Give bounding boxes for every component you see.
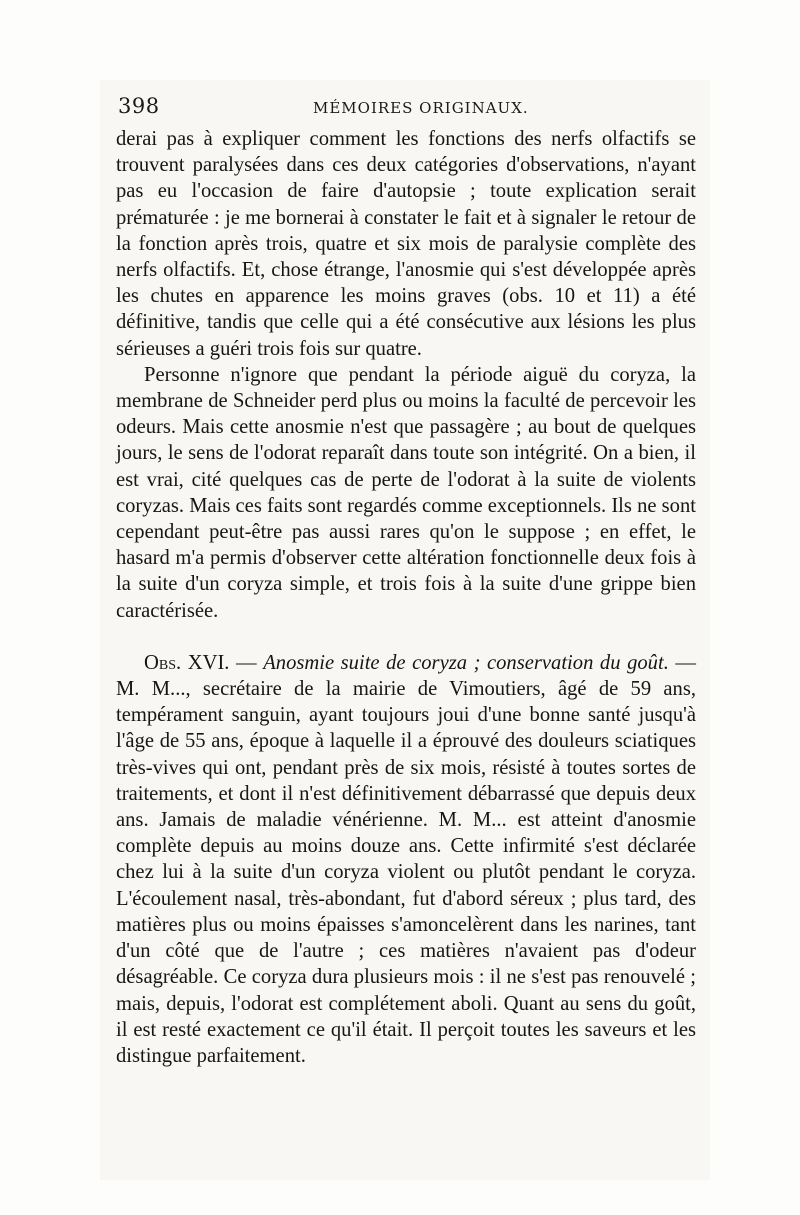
observation-dash-after: — [668, 651, 697, 674]
paragraph-1: derai pas à expliquer comment les fonctions des nerfs olfactifs se trouvent paralysées dans ces deux catégories d'observations, n'ayant pas eu l'occasion de faire d'autopsie ; toute explication serait prématurée : je me bornerai à constater le fait et à signaler le retour de la fonction après trois, quatre et six mois de paralysie complète des nerfs olfactifs. Et, chose étrange, l'anosmie qui s'est développée après les chutes en apparence les moins graves (obs. 10 et 11) a été définitive, tandis que celle qui a été consécutive aux lésions les plus sérieuses a guéri trois fois sur quatre. [116, 128, 696, 360]
paragraph-2: Personne n'ignore que pendant la période aiguë du coryza, la membrane de Schneider perd plus ou moins la faculté de percevoir les odeurs. Mais cette anosmie n'est que passagère ; au bout de quelques jours, le sens de l'odorat reparaît dans toute son intégrité. On a bien, il est vrai, cité quelques cas de perte de l'odorat à la suite de violents coryzas. Mais ces faits sont regardés comme exceptionnels. Ils ne sont cependant peut-être pas aussi rares qu'on le suppose ; en effet, le hasard m'a permis d'observer cette altération fonctionnelle deux fois à la suite d'un coryza simple, et trois fois à la suite d'une grippe bien caractérisée. [116, 363, 696, 622]
observation-title: Anosmie suite de coryza ; conservation du goût. [263, 651, 669, 674]
observation-paragraph [116, 650, 696, 1069]
page-body [116, 126, 696, 1069]
observation-label: Obs. XVI. [144, 651, 230, 674]
page-header [118, 94, 694, 120]
page-number: 398 [118, 94, 160, 118]
running-title: MÉMOIRES ORIGINAUX. [313, 99, 529, 117]
observation-text: M. M..., secrétaire de la mairie de Vimoutiers, âgé de 59 ans, tempérament sanguin, ayant toujours joui d'une bonne santé jusqu'à l'âge de 55 ans, époque à laquelle il a éprouvé des douleurs sciatiques très-vives qui ont, pendant près de six mois, résisté à toutes sortes de traitements, et dont il n'est définitivement débarrassé que depuis deux ans. Jamais de maladie vénérienne. M. M... est atteint d'anosmie complète depuis au moins douze ans. Cette infirmité s'est déclarée chez lui à la suite d'un coryza violent ou plutôt pendant le coryza. L'écoulement nasal, très-abondant, fut d'abord séreux ; plus tard, des matières plus ou moins épaisses s'amoncelèrent dans les narines, tant d'un côté que de l'autre ; ces matières n'avaient pas d'odeur désagréable. Ce coryza dura plusieurs mois : il ne s'est pas renouvelé ; mais, depuis, l'odorat est complétement aboli. Quant au sens du goût, il est resté exactement ce qu'il était. Il perçoit toutes les saveurs et les distingue parfaitement. [116, 678, 696, 1067]
section-gap [116, 624, 696, 650]
observation-dash-before: — [229, 651, 264, 674]
